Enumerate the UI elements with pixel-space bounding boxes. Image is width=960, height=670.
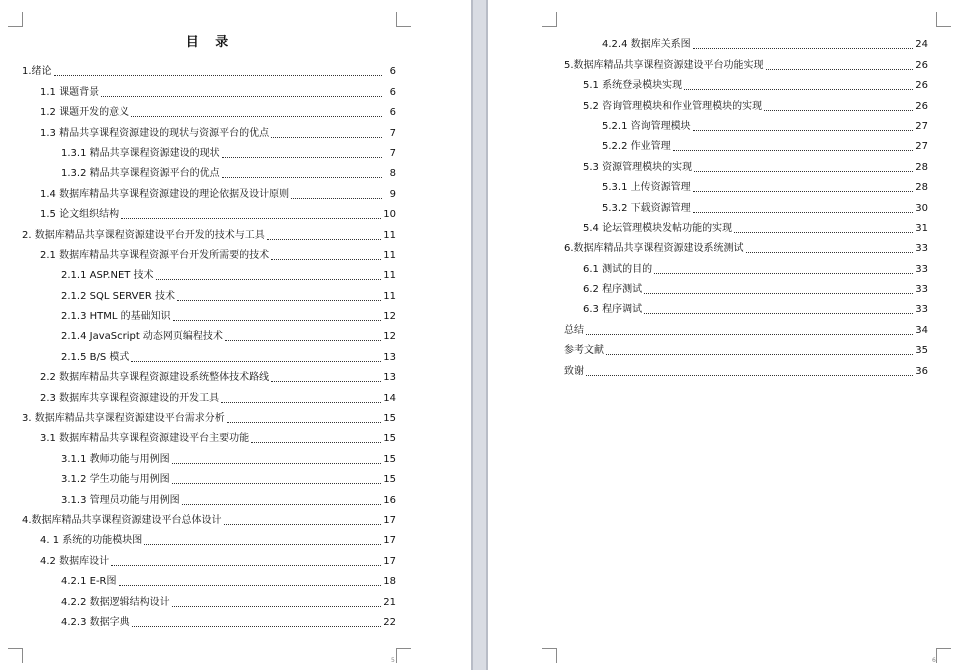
- toc-entry[interactable]: [564, 296, 928, 316]
- toc-entry-page: 11: [383, 229, 396, 241]
- dot-leader: [227, 421, 382, 423]
- toc-entry-text: 2.3 数据库共享课程资源建设的开发工具: [40, 392, 220, 404]
- page-number-left: 5: [391, 657, 395, 664]
- dot-leader: [766, 68, 914, 70]
- toc-entry-text: 5.3.1 上传资源管理: [602, 182, 691, 194]
- dot-leader: [131, 115, 382, 117]
- toc-entry[interactable]: [22, 282, 396, 302]
- toc-entry-page: 17: [383, 514, 396, 526]
- toc-entry-page: 9: [389, 188, 396, 200]
- toc-entry[interactable]: [564, 153, 928, 173]
- toc-entry-page: 27: [915, 141, 928, 153]
- toc-entry-text: 6.3 程序调试: [583, 304, 643, 316]
- toc-entry[interactable]: [22, 466, 396, 486]
- dot-leader: [119, 584, 382, 586]
- toc-entry-text: 1.3.2 精品共享课程资源平台的优点: [61, 168, 220, 180]
- toc-entry[interactable]: [22, 588, 396, 608]
- dot-leader: [673, 149, 914, 151]
- dot-leader: [172, 462, 382, 464]
- toc-entry-page: 35: [915, 345, 928, 357]
- dot-leader: [586, 333, 913, 335]
- toc-entry-text: 6.数据库精品共享课程资源建设系统测试: [564, 243, 744, 255]
- crop-mark-top-right: [396, 12, 411, 27]
- toc-entry-page: 31: [915, 222, 928, 234]
- dot-leader: [222, 156, 382, 158]
- toc-entry-page: 21: [383, 596, 396, 608]
- dot-leader: [222, 176, 382, 178]
- dot-leader: [221, 401, 381, 403]
- toc-entry-text: 2.1.4 JavaScript 动态网页编程技术: [61, 331, 223, 343]
- dot-leader: [271, 380, 381, 382]
- toc-entry-text: 总结: [564, 324, 584, 336]
- toc-entry-text: 6.2 程序测试: [583, 284, 643, 296]
- dot-leader: [693, 129, 914, 131]
- toc-entry-text: 1.2 课题开发的意义: [40, 107, 130, 119]
- toc-entry[interactable]: [22, 221, 396, 241]
- toc-entry-text: 4.2 数据库设计: [40, 555, 110, 567]
- toc-entry-text: 4.2.3 数据字典: [61, 616, 130, 628]
- toc-entry[interactable]: [22, 507, 396, 527]
- toc-entry-text: 5.2.1 咨询管理模块: [602, 120, 691, 132]
- toc-entry-text: 参考文献: [564, 345, 604, 357]
- toc-entry-text: 2.1.2 SQL SERVER 技术: [61, 290, 175, 302]
- toc-entry-text: 1.4 数据库精品共享课程资源建设的理论依据及设计原则: [40, 188, 290, 200]
- toc-entry-text: 5.4 论坛管理模块发帖功能的实现: [583, 222, 733, 234]
- toc-entry-text: 2.1 数据库精品共享课程资源平台开发所需要的技术: [40, 249, 270, 261]
- toc-entry[interactable]: [564, 113, 928, 133]
- toc-entry[interactable]: [22, 180, 396, 200]
- dot-leader: [644, 292, 913, 294]
- left-page: [0, 0, 471, 670]
- toc-entry[interactable]: [22, 568, 396, 588]
- dot-leader: [156, 278, 382, 280]
- dot-leader: [173, 319, 382, 321]
- toc-entry[interactable]: [564, 337, 928, 357]
- dot-leader: [654, 272, 913, 274]
- toc-list-left: [22, 58, 396, 629]
- toc-entry[interactable]: [22, 119, 396, 139]
- toc-entry-page: 12: [383, 331, 396, 343]
- toc-entry-text: 4.数据库精品共享课程资源建设平台总体设计: [22, 514, 222, 526]
- toc-entry-text: 5.1 系统登录模块实现: [583, 80, 683, 92]
- toc-entry[interactable]: [22, 445, 396, 465]
- toc-entry-page: 33: [915, 243, 928, 255]
- toc-entry[interactable]: [22, 486, 396, 506]
- toc-entry-page: 28: [915, 182, 928, 194]
- toc-title: 目 录: [185, 35, 235, 50]
- toc-entry[interactable]: [564, 316, 928, 336]
- toc-entry-text: 1.1 课题背景: [40, 86, 100, 98]
- toc-entry-page: 27: [915, 120, 928, 132]
- toc-entry-text: 4.2.2 数据逻辑结构设计: [61, 596, 170, 608]
- toc-entry-page: 15: [383, 453, 396, 465]
- toc-entry-page: 12: [383, 311, 396, 323]
- toc-entry-page: 11: [383, 290, 396, 302]
- crop-mark-bottom-left: [8, 648, 23, 663]
- toc-entry-page: 6: [389, 66, 396, 78]
- toc-entry[interactable]: [22, 425, 396, 445]
- toc-entry-text: 5.2 咨询管理模块和作业管理模块的实现: [583, 100, 763, 112]
- toc-entry[interactable]: [564, 276, 928, 296]
- toc-entry-page: 26: [915, 100, 928, 112]
- right-page: [488, 0, 960, 670]
- toc-entry-page: 26: [915, 59, 928, 71]
- toc-entry[interactable]: [22, 303, 396, 323]
- toc-entry-page: 10: [383, 209, 396, 221]
- dot-leader: [225, 339, 381, 341]
- dot-leader: [132, 625, 382, 627]
- dot-leader: [693, 190, 914, 192]
- toc-entry-text: 6.1 测试的目的: [583, 263, 653, 275]
- toc-entry-text: 2.1.5 B/S 模式: [61, 351, 130, 363]
- toc-entry-text: 5.3 资源管理模块的实现: [583, 161, 693, 173]
- toc-entry-text: 3.1.3 管理员功能与用例图: [61, 494, 180, 506]
- toc-entry[interactable]: [22, 609, 396, 629]
- toc-entry[interactable]: [564, 92, 928, 112]
- toc-entry-page: 15: [383, 433, 396, 445]
- toc-entry[interactable]: [22, 405, 396, 425]
- dot-leader: [111, 564, 381, 566]
- dot-leader: [734, 231, 913, 233]
- toc-entry-page: 15: [383, 413, 396, 425]
- toc-entry-page: 17: [383, 555, 396, 567]
- dot-leader: [684, 88, 913, 90]
- toc-entry-page: 26: [915, 80, 928, 92]
- toc-entry-text: 2.1.3 HTML 的基础知识: [61, 311, 171, 323]
- dot-leader: [693, 211, 914, 213]
- toc-entry[interactable]: [22, 384, 396, 404]
- toc-entry[interactable]: [564, 215, 928, 235]
- toc-entry[interactable]: [22, 140, 396, 160]
- dot-leader: [764, 109, 913, 111]
- toc-entry[interactable]: [22, 58, 396, 78]
- toc-entry-text: 3.1.2 学生功能与用例图: [61, 474, 170, 486]
- toc-entry[interactable]: [564, 174, 928, 194]
- toc-entry-page: 7: [389, 147, 396, 159]
- toc-entry[interactable]: [22, 527, 396, 547]
- toc-entry-page: 16: [383, 494, 396, 506]
- toc-entry-text: 4. 1 系统的功能模块图: [40, 535, 143, 547]
- toc-entry-text: 4.2.4 数据库关系图: [602, 39, 691, 51]
- toc-entry-text: 1.5 论文组织结构: [40, 209, 120, 221]
- toc-entry-text: 2. 数据库精品共享课程资源建设平台开发的技术与工具: [22, 229, 265, 241]
- dot-leader: [121, 217, 381, 219]
- toc-entry-page: 33: [915, 263, 928, 275]
- toc-entry[interactable]: [22, 323, 396, 343]
- toc-entry[interactable]: [22, 201, 396, 221]
- dot-leader: [606, 353, 913, 355]
- toc-entry[interactable]: [564, 357, 928, 377]
- toc-entry-page: 28: [915, 161, 928, 173]
- toc-entry[interactable]: [22, 242, 396, 262]
- toc-entry-page: 34: [915, 324, 928, 336]
- toc-entry-page: 13: [383, 351, 396, 363]
- toc-entry-page: 6: [389, 86, 396, 98]
- toc-entry-text: 2.1.1 ASP.NET 技术: [61, 270, 154, 282]
- dot-leader: [271, 258, 381, 260]
- dot-leader: [182, 503, 382, 505]
- toc-entry-page: 15: [383, 474, 396, 486]
- toc-entry-page: 17: [383, 535, 396, 547]
- dot-leader: [177, 299, 381, 301]
- toc-entry[interactable]: [564, 235, 928, 255]
- dot-leader: [54, 74, 382, 76]
- dot-leader: [144, 543, 381, 545]
- toc-entry-page: 36: [915, 365, 928, 377]
- toc-entry-page: 33: [915, 284, 928, 296]
- toc-entry-page: 30: [915, 202, 928, 214]
- toc-entry-text: 致谢: [564, 365, 584, 377]
- toc-entry[interactable]: [22, 262, 396, 282]
- dot-leader: [746, 251, 914, 253]
- toc-entry[interactable]: [564, 51, 928, 71]
- dot-leader: [271, 136, 382, 138]
- toc-entry-text: 1.绪论: [22, 66, 52, 78]
- toc-entry[interactable]: [564, 133, 928, 153]
- toc-entry-page: 24: [915, 39, 928, 51]
- toc-entry-text: 4.2.1 E-R图: [61, 576, 117, 588]
- toc-entry-page: 18: [383, 576, 396, 588]
- dot-leader: [694, 170, 913, 172]
- toc-entry-text: 3. 数据库精品共享课程资源建设平台需求分析: [22, 413, 225, 425]
- toc-entry[interactable]: [564, 72, 928, 92]
- toc-entry-page: 8: [389, 168, 396, 180]
- toc-entry-page: 11: [383, 249, 396, 261]
- toc-entry-text: 1.3 精品共享课程资源建设的现状与资源平台的优点: [40, 127, 270, 139]
- dot-leader: [267, 238, 382, 240]
- crop-mark-bottom-left: [542, 648, 557, 663]
- toc-list-right: [564, 31, 928, 378]
- dot-leader: [291, 197, 382, 199]
- toc-entry-text: 5.3.2 下载资源管理: [602, 202, 691, 214]
- toc-entry-page: 14: [383, 392, 396, 404]
- page-number-right: 6: [932, 657, 936, 664]
- dot-leader: [172, 605, 382, 607]
- toc-entry[interactable]: [22, 364, 396, 384]
- dot-leader: [131, 360, 381, 362]
- toc-entry[interactable]: [22, 547, 396, 567]
- toc-entry-text: 5.2.2 作业管理: [602, 141, 671, 153]
- toc-entry-text: 3.1.1 教师功能与用例图: [61, 453, 170, 465]
- toc-entry[interactable]: [22, 78, 396, 98]
- dot-leader: [693, 47, 914, 49]
- toc-entry-page: 22: [383, 616, 396, 628]
- toc-entry[interactable]: [564, 194, 928, 214]
- toc-entry[interactable]: [564, 255, 928, 275]
- crop-mark-top-left: [542, 12, 557, 27]
- dot-leader: [172, 482, 382, 484]
- toc-entry-page: 11: [383, 270, 396, 282]
- dot-leader: [224, 523, 382, 525]
- dot-leader: [586, 374, 913, 376]
- toc-entry-page: 33: [915, 304, 928, 316]
- dot-leader: [251, 441, 381, 443]
- toc-entry[interactable]: [564, 31, 928, 51]
- dot-leader: [101, 95, 382, 97]
- page-gutter: [471, 0, 488, 670]
- toc-entry-text: 3.1 数据库精品共享课程资源建设平台主要功能: [40, 433, 250, 445]
- toc-entry-text: 1.3.1 精品共享课程资源建设的现状: [61, 147, 220, 159]
- toc-entry[interactable]: [22, 343, 396, 363]
- toc-entry[interactable]: [22, 99, 396, 119]
- toc-entry-page: 7: [389, 127, 396, 139]
- toc-entry-page: 6: [389, 107, 396, 119]
- toc-entry-text: 2.2 数据库精品共享课程资源建设系统整体技术路线: [40, 372, 270, 384]
- toc-entry-text: 5.数据库精品共享课程资源建设平台功能实现: [564, 59, 764, 71]
- crop-mark-bottom-right: [936, 648, 951, 663]
- dot-leader: [644, 312, 913, 314]
- toc-entry[interactable]: [22, 160, 396, 180]
- toc-entry-page: 13: [383, 372, 396, 384]
- crop-mark-bottom-right: [396, 648, 411, 663]
- crop-mark-top-right: [936, 12, 951, 27]
- crop-mark-top-left: [8, 12, 23, 27]
